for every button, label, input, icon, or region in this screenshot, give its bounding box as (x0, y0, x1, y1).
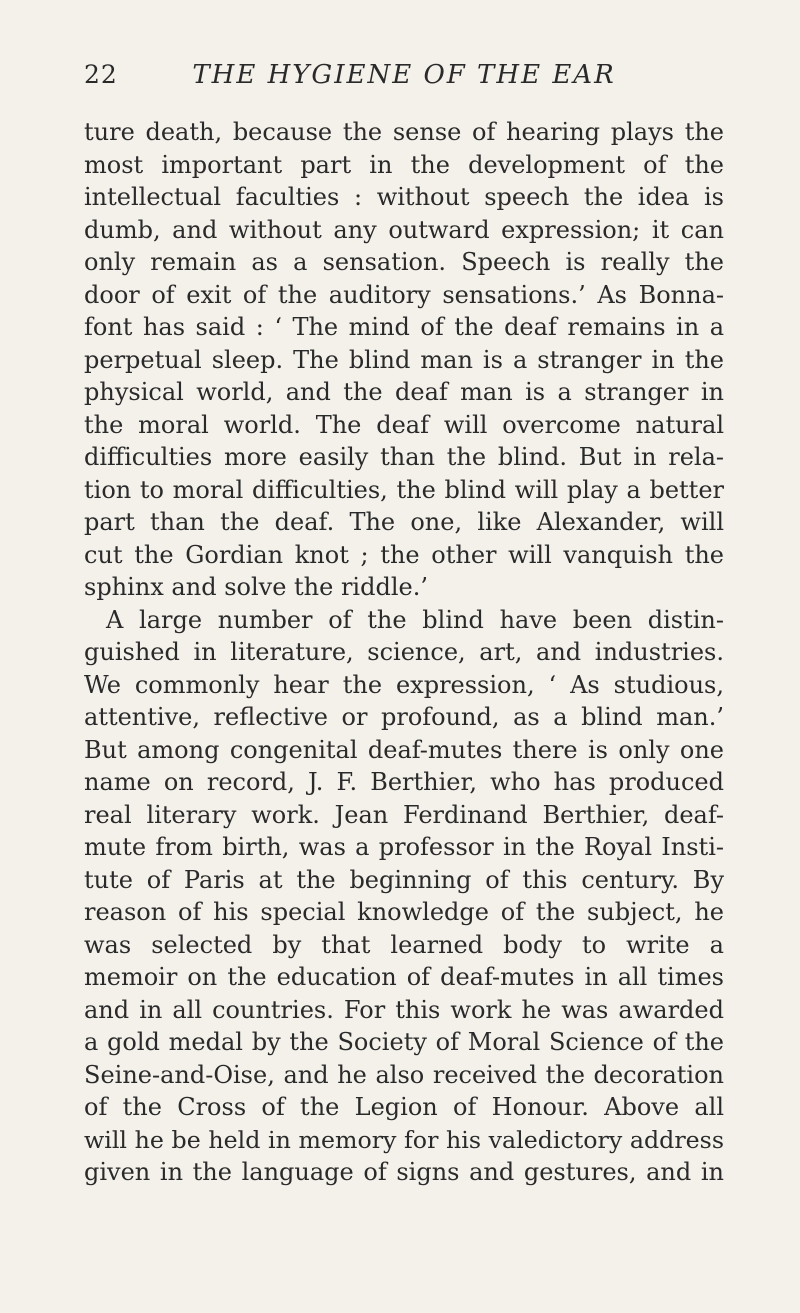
text-line: ture death, because the sense of hearing plays the (84, 118, 724, 146)
body-text (84, 116, 724, 1189)
text-line: part than the deaf. The one, like Alexander, will (84, 508, 724, 536)
text-line: most important part in the development of the (84, 150, 724, 179)
running-head: THE HYGIENE OF THE EAR (192, 60, 616, 90)
text-line: the moral world. The deaf will overcome natural (84, 410, 724, 439)
text-line: only remain as a sensation. Speech is really the (84, 248, 724, 276)
page-number: 22 (84, 60, 118, 89)
text-line: name on record, J. F. Berthier, who has produced (84, 768, 724, 796)
text-line: We commonly hear the expression, ‘ As studious, (84, 670, 724, 699)
text-line: intellectual faculties : without speech the idea is (84, 183, 724, 211)
text-line: physical world, and the deaf man is a stranger in (84, 378, 724, 406)
text-line: will he be held in memory for his valedictory address (84, 1125, 724, 1154)
text-line: font has said : ‘ The mind of the deaf remains in a (84, 313, 724, 341)
text-line: Seine-and-Oise, and he also received the decoration (84, 1060, 724, 1089)
text-line: mute from birth, was a professor in the Royal Insti- (84, 833, 724, 861)
text-line: a gold medal by the Society of Moral Science of the (84, 1028, 724, 1056)
text-line: But among congenital deaf-mutes there is only one (84, 735, 724, 764)
text-line: cut the Gordian knot ; the other will vanquish the (84, 540, 724, 569)
text-line: real literary work. Jean Ferdinand Berthier, deaf- (84, 800, 724, 829)
text-line: A large number of the blind have been distin- (106, 605, 724, 634)
text-line: and in all countries. For this work he was awarded (84, 995, 724, 1024)
text-line: sphinx and solve the riddle.’ (84, 573, 428, 601)
text-line: difficulties more easily than the blind. But in rela- (84, 443, 724, 471)
text-line: given in the language of signs and gestures, and in (84, 1158, 724, 1186)
text-line: of the Cross of the Legion of Honour. Above all (84, 1093, 724, 1121)
text-line: tute of Paris at the beginning of this century. By (84, 865, 724, 894)
text-line: reason of his special knowledge of the subject, he (84, 898, 724, 926)
page-header (84, 60, 724, 96)
text-line: tion to moral difficulties, the blind will play a better (84, 475, 724, 504)
text-line: door of exit of the auditory sensations.’ As Bonna- (84, 280, 724, 309)
text-line: was selected by that learned body to write a (84, 930, 724, 959)
text-line: perpetual sleep. The blind man is a stranger in the (84, 345, 724, 374)
text-line: dumb, and without any outward expression; it can (84, 215, 724, 244)
text-line: memoir on the education of deaf-mutes in all times (84, 963, 724, 991)
text-line: attentive, reflective or profound, as a blind man.’ (84, 703, 724, 731)
text-line: guished in literature, science, art, and industries. (84, 638, 724, 666)
